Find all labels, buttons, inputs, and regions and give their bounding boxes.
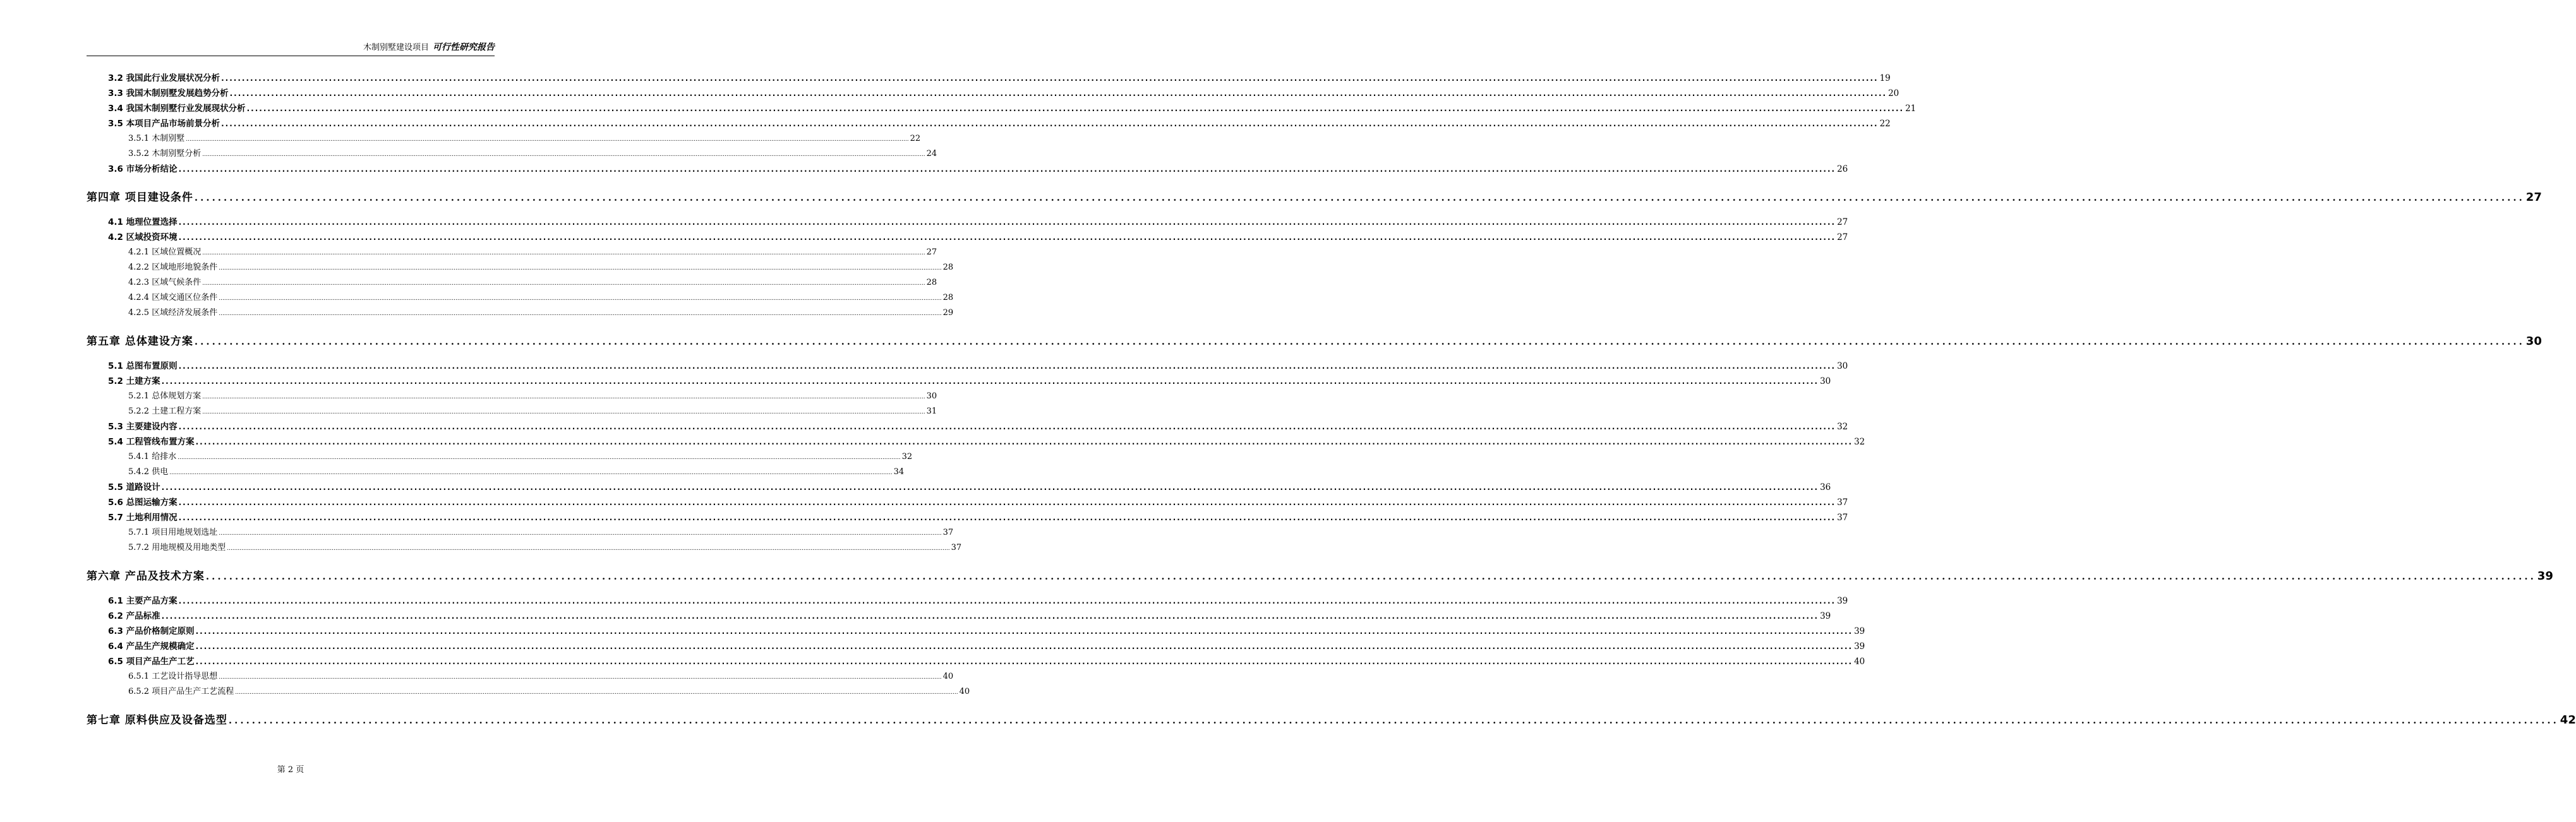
toc-page-number: 31 bbox=[926, 407, 937, 416]
toc-page-number: 37 bbox=[1837, 513, 1848, 523]
toc-entry-title: 4.2.5 区域经济发展条件 bbox=[128, 308, 218, 318]
toc-section-entry[interactable] bbox=[87, 593, 1848, 609]
toc-subsection-entry[interactable] bbox=[87, 275, 937, 290]
toc-page-number: 27 bbox=[1837, 232, 1848, 242]
toc-subsection-entry[interactable] bbox=[87, 465, 905, 480]
toc-dot-leader: ................................................................................................................................................................................................................................................................................................................................................................................................................ bbox=[202, 250, 925, 256]
toc-dot-leader: ................................................................................................................................................................................................................................................................................................................................................................................................................ bbox=[194, 336, 2525, 347]
toc-page-number: 34 bbox=[893, 467, 905, 477]
toc-section-entry[interactable] bbox=[87, 609, 1831, 624]
toc-dot-leader: ................................................................................................................................................................................................................................................................................................................................................................................................................ bbox=[178, 422, 1836, 431]
toc-section-entry[interactable] bbox=[87, 495, 1848, 510]
toc-page-number: 28 bbox=[942, 293, 954, 302]
toc-subsection-entry[interactable] bbox=[87, 245, 937, 260]
toc-entry-title: 4.2.3 区域气候条件 bbox=[128, 278, 202, 287]
toc-dot-leader: ................................................................................................................................................................................................................................................................................................................................................................................................................ bbox=[219, 674, 942, 681]
toc-page-number: 39 bbox=[1854, 626, 1865, 636]
toc-page-number: 37 bbox=[951, 543, 962, 552]
toc-page-number: 39 bbox=[1854, 641, 1865, 652]
toc-subsection-entry[interactable] bbox=[87, 684, 970, 700]
toc-page-number: 19 bbox=[1879, 73, 1891, 83]
toc-entry-title: 5.2 土建方案 bbox=[108, 376, 160, 386]
toc-dot-leader: ................................................................................................................................................................................................................................................................................................................................................................................................................ bbox=[219, 530, 942, 537]
toc-dot-leader: ................................................................................................................................................................................................................................................................................................................................................................................................................ bbox=[229, 89, 1887, 98]
toc-dot-leader: ................................................................................................................................................................................................................................................................................................................................................................................................................ bbox=[178, 218, 1836, 227]
toc-page-number: 29 bbox=[942, 308, 954, 318]
toc-page-number: 37 bbox=[1837, 497, 1848, 508]
toc-page-number: 20 bbox=[1888, 88, 1899, 98]
toc-chapter-entry[interactable] bbox=[87, 330, 2542, 354]
toc-section-entry[interactable] bbox=[87, 71, 1891, 86]
toc-dot-leader: ................................................................................................................................................................................................................................................................................................................................................................................................................ bbox=[227, 545, 950, 552]
toc-entry-title: 6.5 项目产品生产工艺 bbox=[108, 657, 195, 667]
toc-page-number: 28 bbox=[942, 263, 954, 272]
toc-dot-leader: ................................................................................................................................................................................................................................................................................................................................................................................................................ bbox=[178, 455, 901, 461]
toc-entry-title: 6.5.1 工艺设计指导思想 bbox=[128, 672, 218, 681]
toc-page-number: 42 bbox=[2560, 713, 2576, 727]
toc-dot-leader: ................................................................................................................................................................................................................................................................................................................................................................................................................ bbox=[195, 438, 1853, 446]
toc-entry-title: 3.6 市场分析结论 bbox=[108, 164, 178, 174]
toc-dot-leader: ................................................................................................................................................................................................................................................................................................................................................................................................................ bbox=[219, 265, 942, 271]
toc-section-entry[interactable] bbox=[87, 116, 1891, 131]
toc-entry-title: 6.5.2 项目产品生产工艺流程 bbox=[128, 687, 234, 696]
toc-page-number: 39 bbox=[1837, 596, 1848, 606]
toc-entry-title: 5.7 土地利用情况 bbox=[108, 513, 178, 523]
toc-entry-title: 5.2.2 土建工程方案 bbox=[128, 407, 202, 416]
toc-entry-title: 3.5.2 木制别墅分析 bbox=[128, 149, 202, 158]
toc-page-number: 22 bbox=[1879, 119, 1891, 129]
toc-section-entry[interactable] bbox=[87, 86, 1899, 101]
toc-dot-leader: ................................................................................................................................................................................................................................................................................................................................................................................................................ bbox=[161, 612, 1819, 621]
toc-dot-leader: ................................................................................................................................................................................................................................................................................................................................................................................................................ bbox=[221, 74, 1879, 83]
toc-dot-leader: ................................................................................................................................................................................................................................................................................................................................................................................................................ bbox=[194, 192, 2525, 203]
toc-section-entry[interactable] bbox=[87, 359, 1848, 374]
toc-dot-leader: ................................................................................................................................................................................................................................................................................................................................................................................................................ bbox=[235, 689, 958, 696]
toc-dot-leader: ................................................................................................................................................................................................................................................................................................................................................................................................................ bbox=[178, 513, 1836, 522]
toc-chapter-entry[interactable] bbox=[87, 186, 2542, 210]
toc-page-number: 21 bbox=[1905, 104, 1917, 114]
toc-subsection-entry[interactable] bbox=[87, 669, 954, 684]
toc-section-entry[interactable] bbox=[87, 419, 1848, 434]
toc-dot-leader: ................................................................................................................................................................................................................................................................................................................................................................................................................ bbox=[219, 311, 942, 317]
toc-dot-leader: ................................................................................................................................................................................................................................................................................................................................................................................................................ bbox=[178, 498, 1836, 507]
toc-page-number: 40 bbox=[1854, 657, 1865, 667]
toc-section-entry[interactable] bbox=[87, 639, 1865, 654]
toc-page-number: 36 bbox=[1820, 482, 1831, 492]
toc-page-number: 27 bbox=[926, 247, 937, 257]
toc-subsection-entry[interactable] bbox=[87, 131, 921, 146]
toc-entry-title: 5.2.1 总体规划方案 bbox=[128, 391, 202, 401]
toc-section-entry[interactable] bbox=[87, 654, 1865, 669]
toc-entry-title: 6.3 产品价格制定原则 bbox=[108, 626, 195, 636]
toc-entry-title: 4.2.2 区域地形地貌条件 bbox=[128, 263, 218, 272]
toc-entry-title: 6.2 产品标准 bbox=[108, 611, 160, 621]
toc-page-number: 30 bbox=[1820, 376, 1831, 386]
toc-entry-title: 4.2 区域投资环境 bbox=[108, 232, 178, 242]
toc-subsection-entry[interactable] bbox=[87, 525, 954, 540]
toc-page-number: 32 bbox=[1854, 437, 1865, 447]
toc-entry-title: 3.5.1 木制别墅 bbox=[128, 134, 185, 143]
toc-page-number: 30 bbox=[1837, 361, 1848, 371]
toc-dot-leader: ................................................................................................................................................................................................................................................................................................................................................................................................................ bbox=[178, 597, 1836, 605]
toc-entry-title: 第七章 原料供应及设备选型 bbox=[87, 714, 227, 727]
toc-entry-title: 5.4.1 给排水 bbox=[128, 452, 177, 462]
toc-dot-leader: ................................................................................................................................................................................................................................................................................................................................................................................................................ bbox=[246, 104, 1905, 113]
toc-entry-title: 6.4 产品生产规模确定 bbox=[108, 641, 195, 652]
toc-section-entry[interactable] bbox=[87, 162, 1848, 177]
toc-section-entry[interactable] bbox=[87, 510, 1848, 525]
toc-dot-leader: ................................................................................................................................................................................................................................................................................................................................................................................................................ bbox=[161, 483, 1819, 492]
toc-entry-title: 5.4 工程管线布置方案 bbox=[108, 437, 195, 447]
page-header bbox=[87, 40, 495, 56]
toc-dot-leader: ................................................................................................................................................................................................................................................................................................................................................................................................................ bbox=[202, 152, 925, 158]
toc-entry-title: 5.7.1 项目用地规划选址 bbox=[128, 528, 218, 537]
toc-dot-leader: ................................................................................................................................................................................................................................................................................................................................................................................................................ bbox=[221, 119, 1879, 128]
toc-page-number: 37 bbox=[942, 528, 954, 537]
toc-page-number: 32 bbox=[1837, 422, 1848, 432]
toc-subsection-entry[interactable] bbox=[87, 290, 954, 306]
toc-dot-leader: ................................................................................................................................................................................................................................................................................................................................................................................................................ bbox=[205, 571, 2536, 582]
toc-dot-leader: ................................................................................................................................................................................................................................................................................................................................................................................................................ bbox=[202, 394, 925, 400]
toc-section-entry[interactable] bbox=[87, 434, 1865, 450]
toc-dot-leader: ................................................................................................................................................................................................................................................................................................................................................................................................................ bbox=[186, 136, 909, 143]
toc-entry-title: 5.1 总图布置原则 bbox=[108, 361, 178, 371]
toc-dot-leader: ................................................................................................................................................................................................................................................................................................................................................................................................................ bbox=[161, 377, 1819, 386]
toc-section-entry[interactable] bbox=[87, 215, 1848, 230]
toc-entry-title: 5.5 道路设计 bbox=[108, 482, 160, 492]
toc-subsection-entry[interactable] bbox=[87, 146, 937, 162]
header-project-title: 木制别墅建设项目 bbox=[363, 43, 429, 52]
toc-entry-title: 4.2.4 区域交通区位条件 bbox=[128, 293, 218, 302]
toc-entry-title: 5.4.2 供电 bbox=[128, 467, 169, 477]
table-of-contents bbox=[87, 71, 2576, 737]
toc-entry-title: 5.3 主要建设内容 bbox=[108, 422, 178, 432]
toc-dot-leader: ................................................................................................................................................................................................................................................................................................................................................................................................................ bbox=[219, 295, 942, 302]
toc-entry-title: 4.1 地理位置选择 bbox=[108, 217, 178, 227]
toc-subsection-entry[interactable] bbox=[87, 404, 937, 419]
toc-entry-title: 第五章 总体建设方案 bbox=[87, 335, 193, 348]
toc-entry-title: 第六章 产品及技术方案 bbox=[87, 570, 205, 583]
toc-dot-leader: ................................................................................................................................................................................................................................................................................................................................................................................................................ bbox=[195, 657, 1853, 666]
toc-chapter-entry[interactable] bbox=[87, 708, 2576, 732]
toc-page-number: 39 bbox=[2537, 569, 2553, 583]
toc-section-entry[interactable] bbox=[87, 624, 1865, 639]
toc-page-number: 27 bbox=[1837, 217, 1848, 227]
toc-page-number: 39 bbox=[1820, 611, 1831, 621]
toc-section-entry[interactable] bbox=[87, 374, 1831, 389]
toc-entry-title: 6.1 主要产品方案 bbox=[108, 596, 178, 606]
toc-page-number: 26 bbox=[1837, 164, 1848, 174]
toc-entry-title: 5.7.2 用地规模及用地类型 bbox=[128, 543, 226, 552]
toc-subsection-entry[interactable] bbox=[87, 450, 913, 465]
toc-entry-title: 3.2 我国此行业发展状况分析 bbox=[108, 73, 220, 83]
toc-subsection-entry[interactable] bbox=[87, 389, 937, 404]
toc-dot-leader: ................................................................................................................................................................................................................................................................................................................................................................................................................ bbox=[195, 627, 1853, 636]
toc-entry-title: 3.5 本项目产品市场前景分析 bbox=[108, 119, 220, 129]
toc-page-number: 22 bbox=[910, 134, 921, 143]
toc-dot-leader: ................................................................................................................................................................................................................................................................................................................................................................................................................ bbox=[178, 165, 1836, 174]
toc-dot-leader: ................................................................................................................................................................................................................................................................................................................................................................................................................ bbox=[202, 280, 925, 287]
toc-page-number: 28 bbox=[926, 278, 937, 287]
toc-page-number: 40 bbox=[942, 672, 954, 681]
toc-section-entry[interactable] bbox=[87, 480, 1831, 495]
page-number: 第 2 页 bbox=[277, 765, 304, 775]
toc-dot-leader: ................................................................................................................................................................................................................................................................................................................................................................................................................ bbox=[195, 642, 1853, 651]
toc-section-entry[interactable] bbox=[87, 230, 1848, 245]
toc-entry-title: 3.3 我国木制别墅发展趋势分析 bbox=[108, 88, 229, 98]
toc-subsection-entry[interactable] bbox=[87, 540, 962, 556]
toc-page-number: 30 bbox=[926, 391, 937, 401]
toc-dot-leader: ................................................................................................................................................................................................................................................................................................................................................................................................................ bbox=[178, 362, 1836, 371]
toc-dot-leader: ................................................................................................................................................................................................................................................................................................................................................................................................................ bbox=[169, 470, 893, 476]
toc-page-number: 40 bbox=[959, 687, 970, 696]
toc-entry-title: 5.6 总图运输方案 bbox=[108, 497, 178, 508]
header-report-type: 可行性研究报告 bbox=[433, 42, 495, 52]
toc-entry-title: 第四章 项目建设条件 bbox=[87, 191, 193, 204]
toc-entry-title: 4.2.1 区域位置概况 bbox=[128, 247, 202, 257]
toc-dot-leader: ................................................................................................................................................................................................................................................................................................................................................................................................................ bbox=[202, 409, 925, 415]
toc-section-entry[interactable] bbox=[87, 101, 1917, 116]
toc-page-number: 24 bbox=[926, 149, 937, 158]
toc-page-number: 30 bbox=[2525, 335, 2542, 348]
toc-entry-title: 3.4 我国木制别墅行业发展现状分析 bbox=[108, 104, 246, 114]
toc-chapter-entry[interactable] bbox=[87, 564, 2553, 588]
toc-page-number: 32 bbox=[901, 452, 913, 462]
toc-dot-leader: ................................................................................................................................................................................................................................................................................................................................................................................................................ bbox=[178, 233, 1836, 242]
toc-subsection-entry[interactable] bbox=[87, 306, 954, 321]
toc-subsection-entry[interactable] bbox=[87, 260, 954, 275]
toc-dot-leader: ................................................................................................................................................................................................................................................................................................................................................................................................................ bbox=[228, 715, 2559, 726]
toc-page-number: 27 bbox=[2525, 191, 2542, 204]
